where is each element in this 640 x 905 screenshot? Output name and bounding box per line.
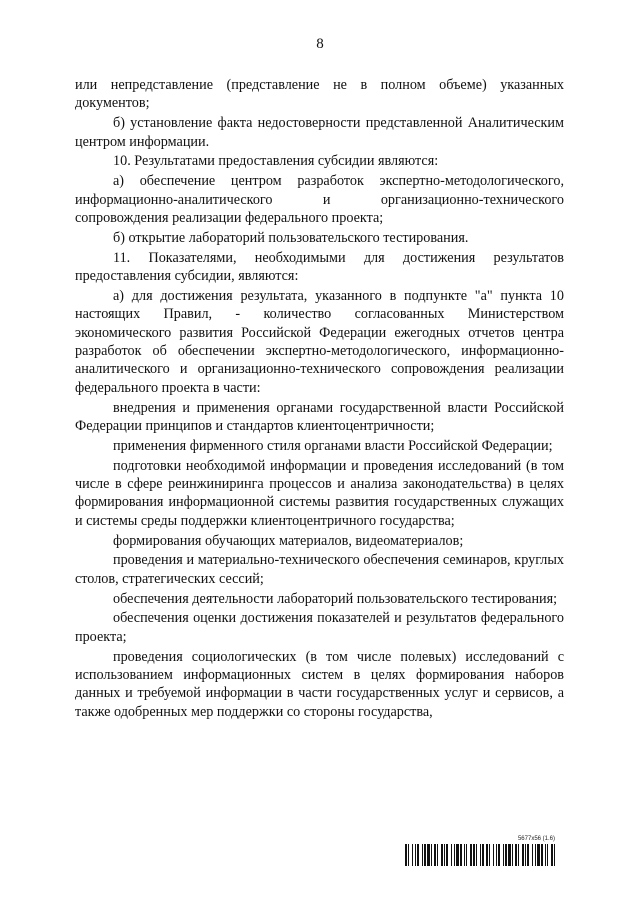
document-body	[75, 76, 564, 723]
paragraph-15: проведения социологических (в том числе полевых) исследований с использованием информационных систем в целях формирования наборов данных и требуемой информации в части государственных услуг и сервисов, а также одобренных мер поддержки со стороны государства,	[75, 648, 564, 720]
paragraph-3: 10. Результатами предоставления субсидии являются:	[113, 153, 439, 170]
paragraph-14: обеспечения оценки достижения показателей и результатов федерального проекта;	[75, 610, 564, 645]
barcode-code: 5677х56 (1.6)	[517, 836, 555, 842]
barcode-block	[405, 836, 555, 868]
paragraph-9: применения фирменного стиля органами власти Российской Федерации;	[113, 437, 553, 454]
barcode-icon	[405, 844, 555, 866]
paragraph-11: формирования обучающих материалов, видеоматериалов;	[113, 532, 464, 549]
paragraph-10: подготовки необходимой информации и проведения исследований (в том числе в сфере реинжиниринга процессов и анализа законодательства) в целях формирования информационной системы развития государственных служащих и системы среды поддержки клиентоцентричного государства;	[75, 457, 564, 529]
paragraph-4: а) обеспечение центром разработок экспертно-методологического, информационно-аналитического и организационно-технического сопровождения реализации федерального проекта;	[75, 173, 564, 227]
paragraph-1: или непредставление (представление не в полном объеме) указанных документов;	[75, 77, 564, 112]
paragraph-2: б) установление факта недостоверности представленной Аналитическим центром информации.	[75, 115, 564, 150]
paragraph-6: 11. Показателями, необходимыми для достижения результатов предоставления субсидии, являются:	[75, 249, 564, 285]
page-number: 8	[316, 36, 324, 52]
paragraph-5: б) открытие лабораторий пользовательского тестирования.	[113, 229, 469, 246]
paragraph-8: внедрения и применения органами государственной власти Российской Федерации принципов и стандартов клиентоцентричности;	[75, 399, 564, 435]
paragraph-12: проведения и материально-технического обеспечения семинаров, круглых столов, стратегических сессий;	[75, 552, 564, 587]
paragraph-13: обеспечения деятельности лабораторий пользовательского тестирования;	[113, 590, 558, 607]
paragraph-7: а) для достижения результата, указанного в подпункте "а" пункта 10 настоящих Правил, - количество согласованных Министерством экономического развития Российской Федерации ежегодных отчетов центра разработок об обеспечении экспертно-методологического, информационно-аналитического и организационно-технического сопровождения реализации федерального проекта в части:	[75, 287, 564, 396]
